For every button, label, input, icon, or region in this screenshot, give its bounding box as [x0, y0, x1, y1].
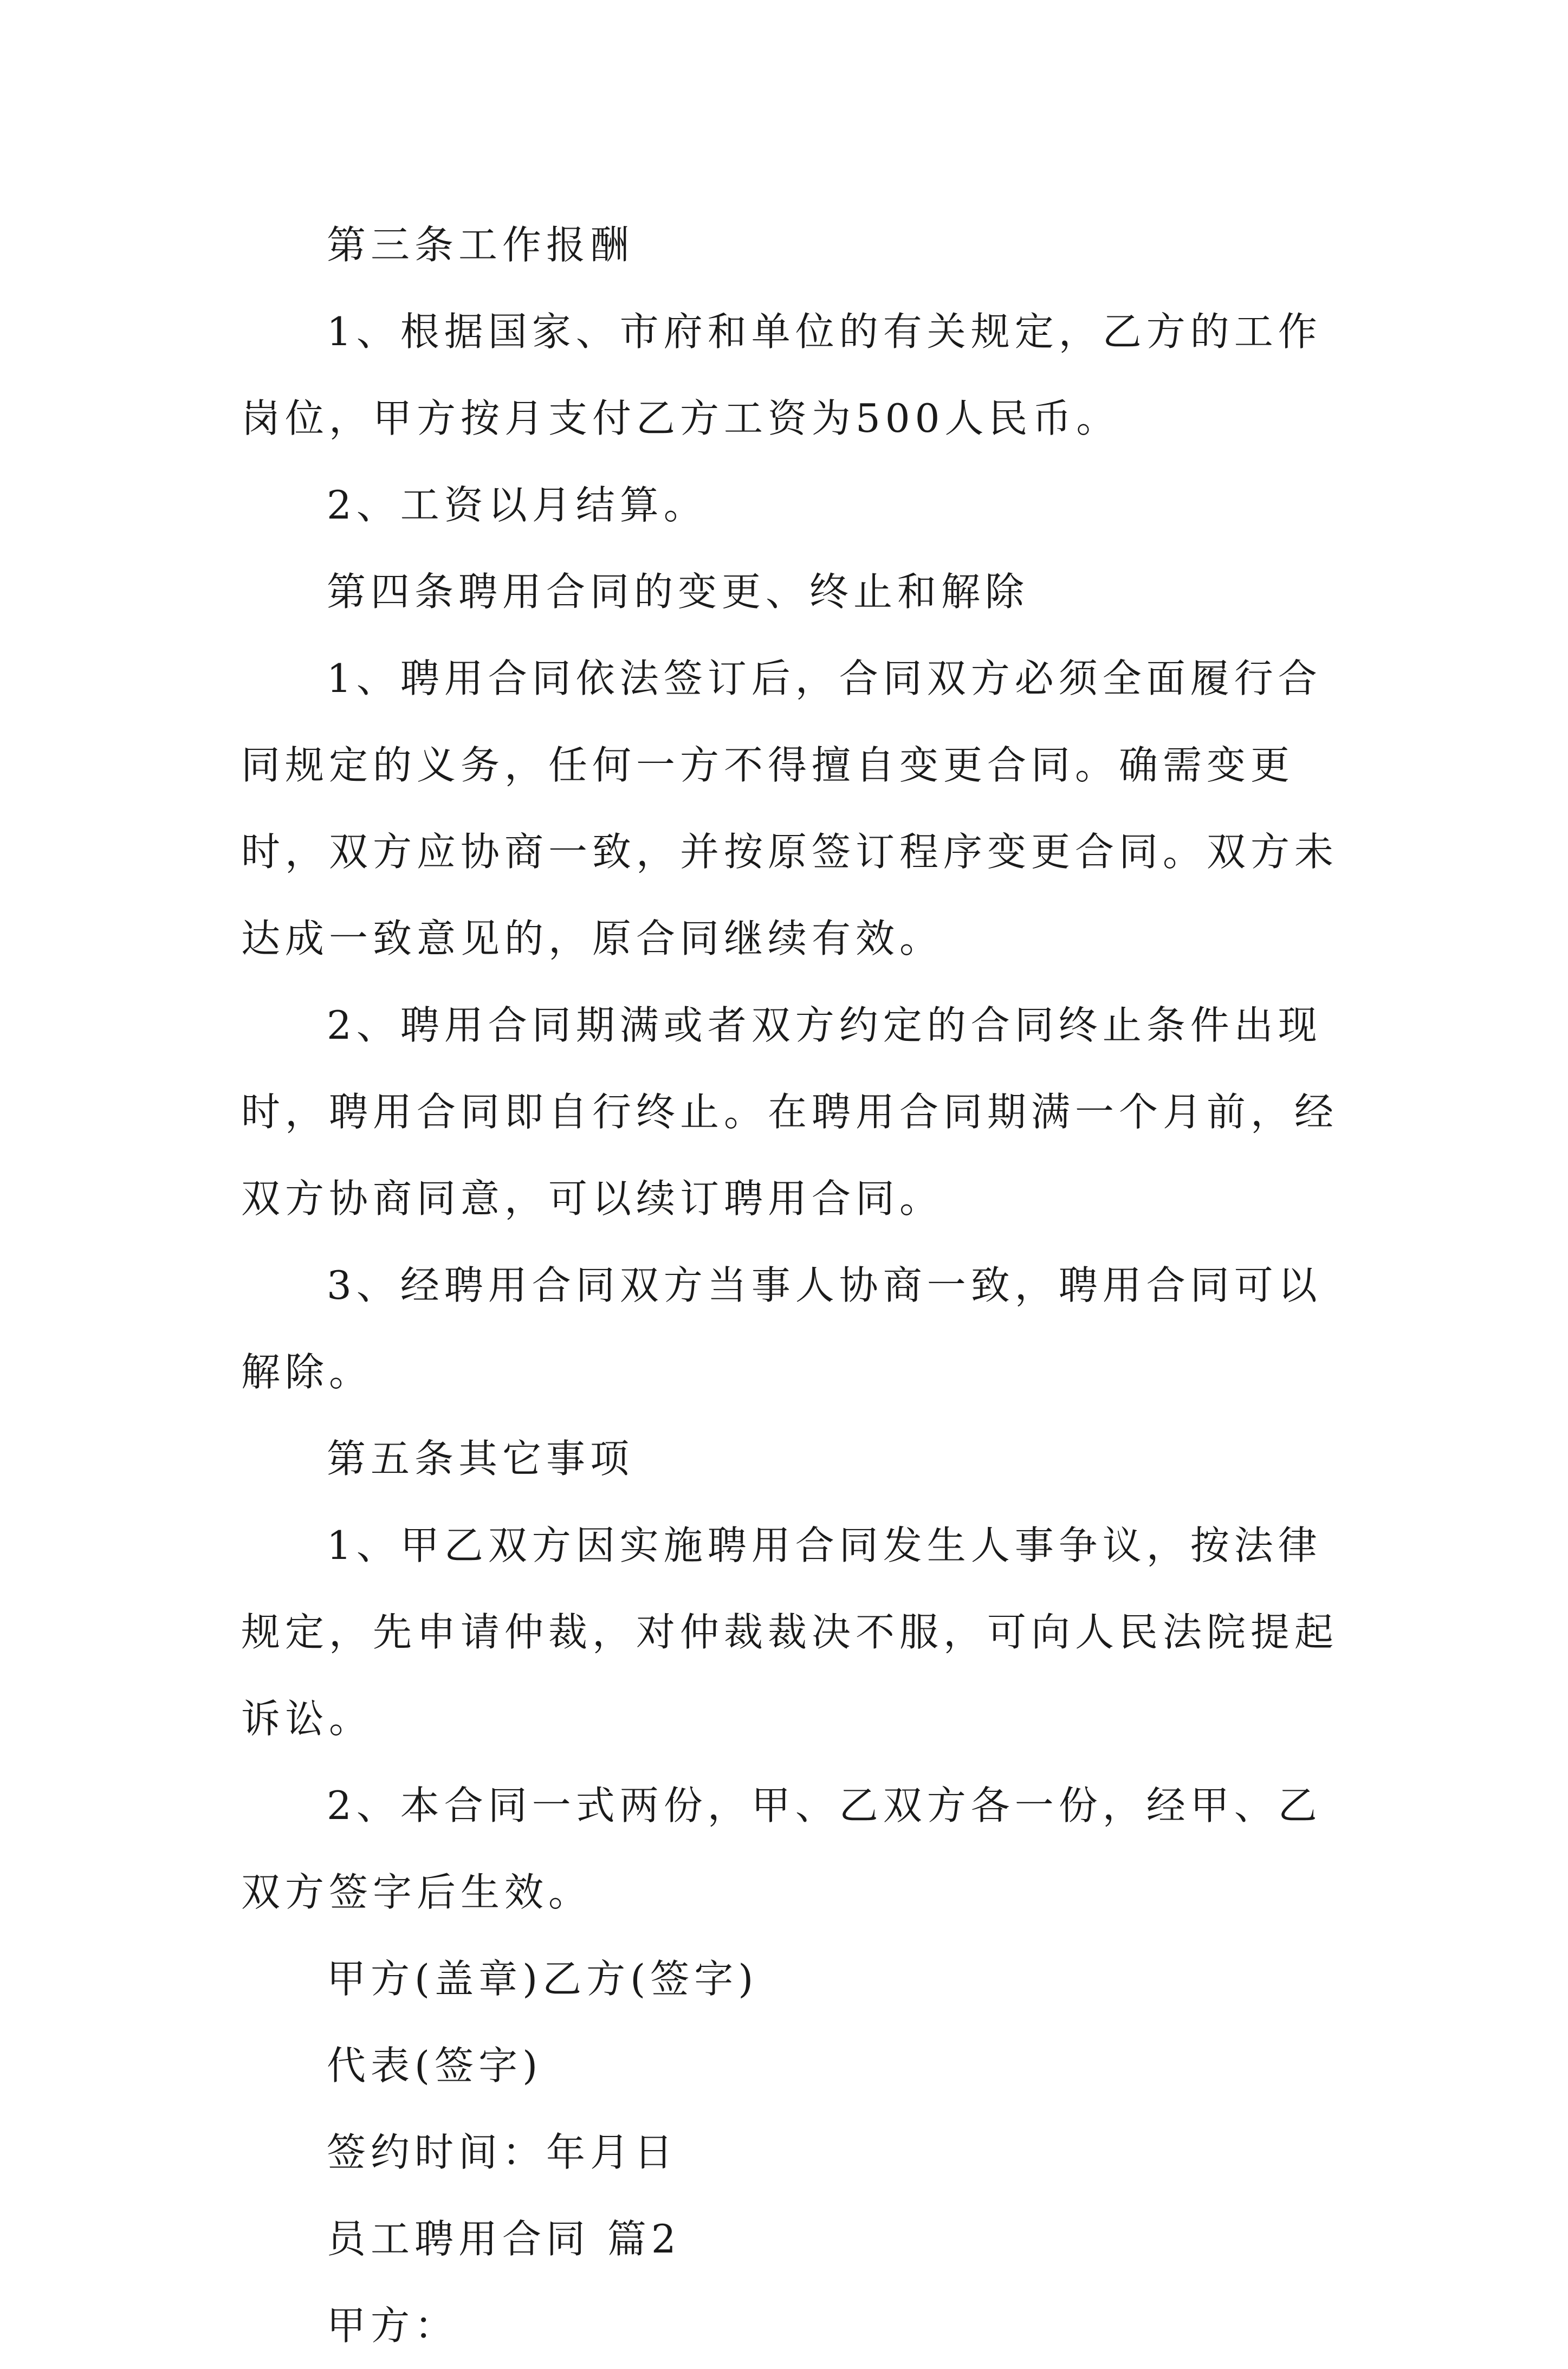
contract-2-title: 员工聘用合同 篇2 — [327, 2216, 681, 2262]
article-5-clause-2: 2、本合同一式两份，甲、乙双方各一份，经甲、乙双方签字后生效。 — [241, 1783, 1322, 1915]
article-4-heading: 第四条聘用合同的变更、终止和解除 — [327, 569, 1029, 614]
article-5-heading: 第五条其它事项 — [327, 1436, 634, 1481]
signing-date-line: 签约时间：年月日 — [327, 2129, 678, 2175]
signature-parties-line: 甲方(盖章)乙方(签字) — [327, 1956, 759, 2002]
article-4-clause-2: 2、聘用合同期满或者双方约定的合同终止条件出现时，聘用合同即自行终止。在聘用合同期满一个月前，经双方协商同意，可以续订聘用合同。 — [241, 1002, 1339, 1221]
article-5-clause-1: 1、甲乙双方因实施聘用合同发生人事争议，按法律规定，先申请仲裁，对仲裁裁决不服，可向人民法院提起诉讼。 — [241, 1523, 1339, 1742]
article-3-clause-1: 1、根据国家、市府和单位的有关规定，乙方的工作岗位，甲方按月支付乙方工资为500人民币。 — [241, 309, 1322, 441]
party-a-line: 甲方： — [327, 2303, 459, 2348]
article-4-clause-3: 3、经聘用合同双方当事人协商一致，聘用合同可以解除。 — [241, 1263, 1322, 1395]
article-3-heading: 第三条工作报酬 — [327, 222, 634, 268]
article-4-clause-1: 1、聘用合同依法签订后，合同双方必须全面履行合同规定的义务，任何一方不得擅自变更合同。确需变更时，双方应协商一致，并按原签订程序变更合同。双方未达成一致意见的，原合同继续有效。 — [241, 656, 1339, 961]
document-body — [241, 202, 1346, 2369]
representative-signature-line: 代表(签字) — [327, 2043, 543, 2088]
article-3-clause-2: 2、工资以月结算。 — [327, 482, 708, 528]
